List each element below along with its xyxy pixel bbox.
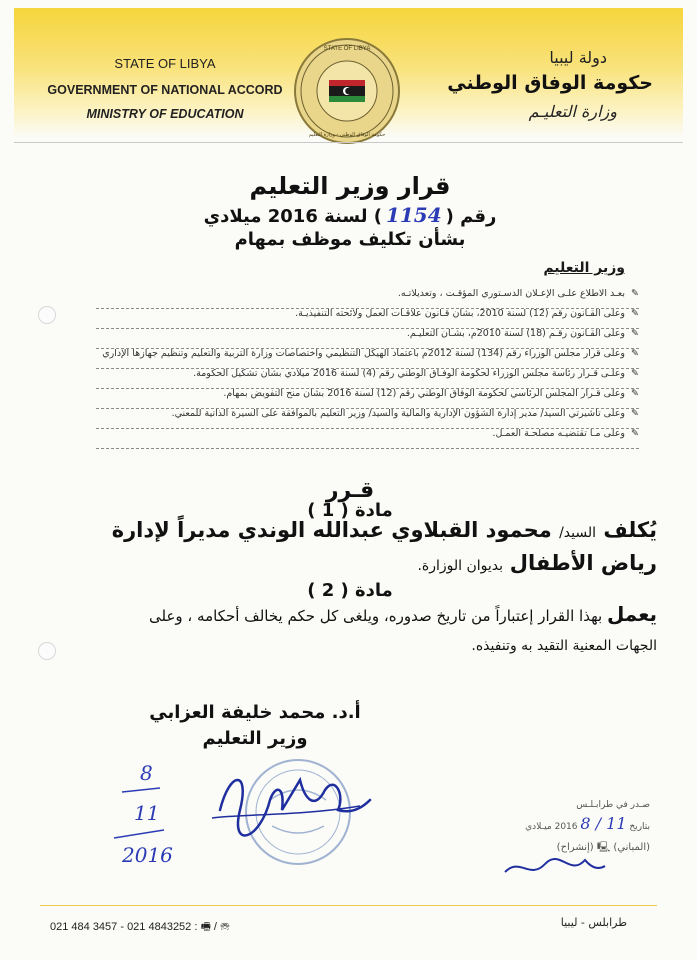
preamble-line: ✎وعلى القـانون رقـم (18) لسنة 2010م، بشـأن التعليـم. xyxy=(96,328,639,349)
handwritten-date-year: 2016 xyxy=(122,843,173,867)
article-1-verb: يُكلف xyxy=(603,518,657,542)
article-1-text-line1 xyxy=(70,518,657,542)
article-2-heading: مادة ( 2 ) xyxy=(307,580,393,601)
footer-divider xyxy=(40,905,657,906)
seal-text-en: STATE OF LIBYA xyxy=(323,46,371,52)
article-2-text: بهذا القرار إعتباراً من تاريخ صدوره، ويلغى كل حكم يخالف أحكامه ، وعلى xyxy=(148,607,603,625)
preamble-line: ✎بعـد الاطلاع علـى الإعـلان الدسـتوري المؤقـت ، وتعديلاتـه. xyxy=(96,288,639,309)
signatory-title: وزير التعليم xyxy=(202,728,308,749)
header-divider xyxy=(14,142,683,143)
article-1-text-line2 xyxy=(70,551,657,575)
preamble-line: ✎وعلى تأشيرتي السيد/ مدير إدارة الشؤون الإدارية والمالية والسيد/ وزير التعليم بالموافقة على السيرة الذاتية للمعني. xyxy=(96,408,639,429)
article-1-department: رياض الأطفال xyxy=(509,551,657,575)
preamble-line: ✎وعلى قـرار المجلس الرئاسي لحكومة الوفاق الوطني رقم (12) لسنة 2016 بشأن منح التفويض بمهام. xyxy=(96,388,639,409)
article-2-text-line1 xyxy=(70,602,657,626)
signature-and-stamp xyxy=(100,740,400,890)
preamble-line: ✎وعلى القـانون رقم (12) لسنة 2010، بشأن قـانون علاقـات العمل ولائحته التنفيذيـة. xyxy=(96,308,639,329)
state-name-ar: دولة ليبيا xyxy=(549,48,607,67)
article-1-location: بديوان الوزارة. xyxy=(417,558,504,574)
preamble-line: ✎وعلى مـا تقتضيـه مصلحـة العمـل. xyxy=(96,428,639,449)
article-1-appointee: محمود القبلاوي عبدالله الوندي مديراً لإدارة xyxy=(111,518,552,542)
issue-stamp xyxy=(450,800,650,880)
issue-stamp-place: صـدر في طرابـلـس xyxy=(576,800,650,810)
registry-initials-scribble xyxy=(500,852,610,882)
ministry-seal-icon xyxy=(292,36,402,146)
article-1-heading: مادة ( 1 ) xyxy=(307,500,393,521)
article-2-text-line2: الجهات المعنية التقيد به وتنفيذه. xyxy=(471,638,657,654)
decree-number-line xyxy=(150,203,550,227)
decree-subject: بشأن تكليف موظف بمهام xyxy=(234,229,466,250)
footer-city: طرابلس - ليبيا xyxy=(560,916,627,929)
ministry-name-ar: وزارة التعليـم xyxy=(528,102,617,121)
punch-hole xyxy=(38,306,56,324)
issue-stamp-date-row: بتاريخ 11 / 8 2016 ميـلادي xyxy=(525,814,650,833)
handwritten-date-month: 11 xyxy=(134,801,160,825)
article-2-verb: يعمل xyxy=(606,602,657,626)
decree-number-suffix: ) لسنة 2016 ميلادي xyxy=(203,206,382,227)
decree-number-prefix: رقم ( xyxy=(445,206,497,227)
government-name-en: GOVERNMENT OF NATIONAL ACCORD xyxy=(47,83,283,97)
minister-heading: وزير التعليم xyxy=(543,260,625,276)
footer-phone-numbers: 021 484 3457 - 021 4843252 : 🖷 / ☏ xyxy=(50,921,230,933)
seal-text-ar: حكومة الوفاق الوطني - وزارة التعليم xyxy=(308,132,386,138)
ministry-name-en: MINISTRY OF EDUCATION xyxy=(86,107,244,121)
issue-date-handwritten: 11 / 8 xyxy=(580,814,627,833)
article-1-honorific: السيد/ xyxy=(559,525,596,541)
signatory-name: أ.د. محمد خليفة العزابي xyxy=(149,702,361,723)
government-name-ar: حكومة الوفاق الوطني xyxy=(447,72,653,94)
handwritten-date-day: 8 xyxy=(140,761,153,785)
punch-hole xyxy=(38,642,56,660)
preamble-line: ✎وعلـى قـرار رئاسة مجلس الوزراء لحكومة الوفـاق الوطني رقم (4) لسنة 2016 ميلادي بشأن تشكيل الحكومة. xyxy=(96,368,639,389)
preamble-line: ✎وعلى قرار مجلس الوزراء رقم (134) لسنة 2012م باعتماد الهيكل التنظيمي واختصاصات وزارة التربية والتعليم وتنظيم جهازها الإداري xyxy=(96,348,639,369)
decision-heading: قـرر xyxy=(325,478,375,503)
decree-number-handwritten: 1154 xyxy=(385,203,442,227)
state-name-en: STATE OF LIBYA xyxy=(114,56,216,71)
decree-title: قرار وزير التعليم xyxy=(249,172,451,200)
issue-stamp-registry: (المباني) 🖳 (إنشراح) xyxy=(556,842,650,853)
